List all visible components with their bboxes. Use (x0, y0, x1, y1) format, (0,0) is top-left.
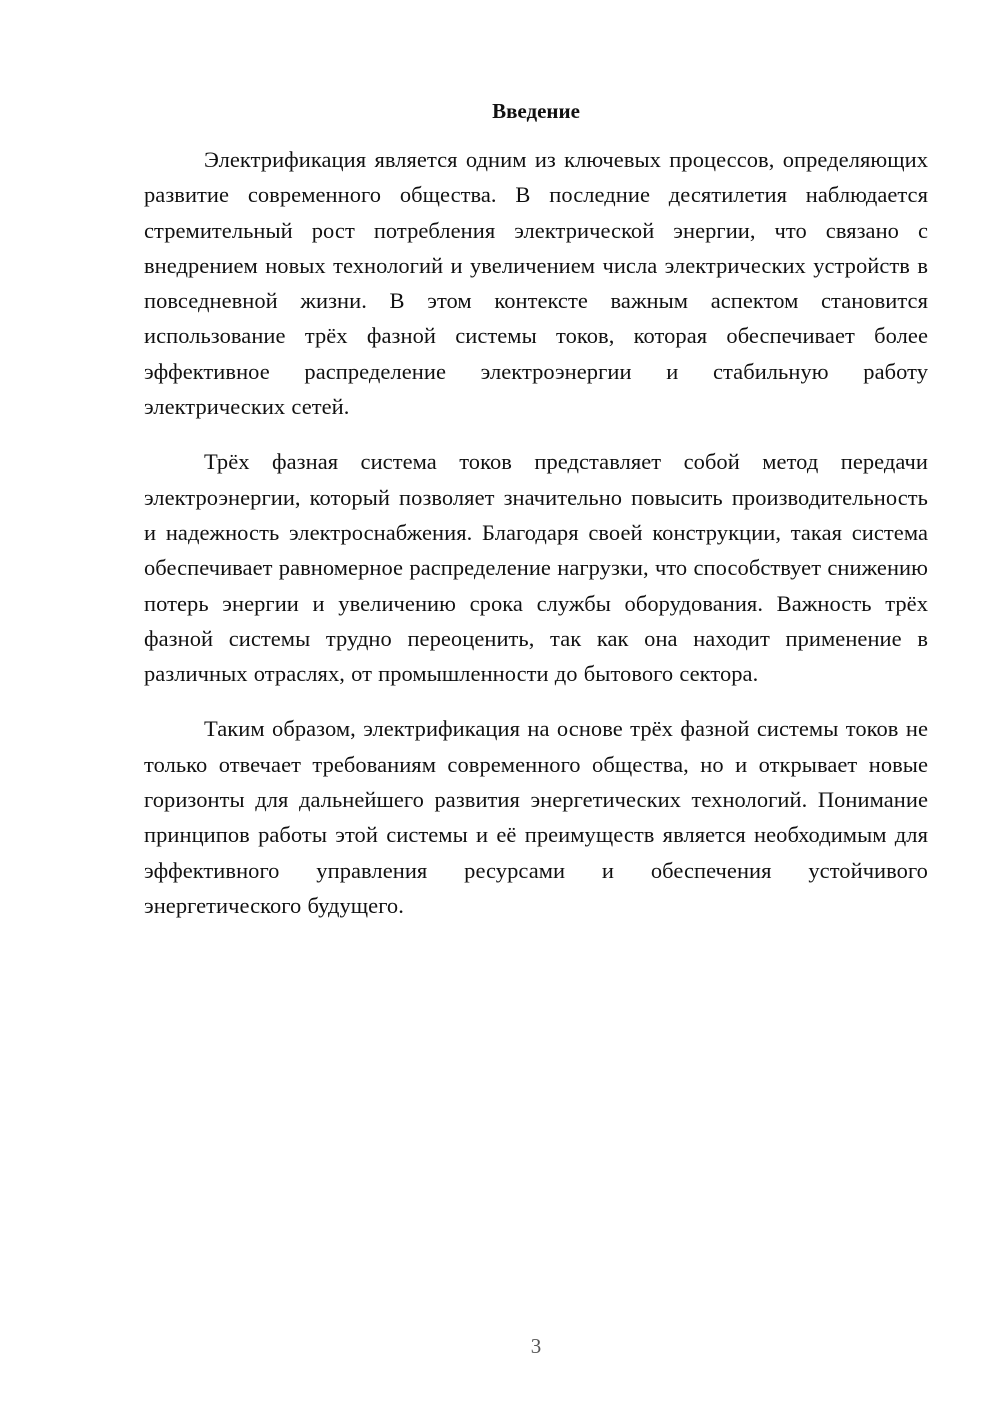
paragraph-1: Электрификация является одним из ключевых процессов, определяющих развитие современного общества. В последние десятилетия наблюдается стремительный рост потребления электрической энергии, что связано с внедрением новых технологий и увеличением числа электрических устройств в повседневной жизни. В этом контексте важным аспектом становится использование трёх фазной системы токов, которая обеспечивает более эффективное распределение электроэнергии и стабильную работу электрических сетей. (144, 147, 928, 420)
paragraph-2: Трёх фазная система токов представляет собой метод передачи электроэнергии, который позволяет значительно повысить производительность и надежность электроснабжения. Благодаря своей конструкции, такая система обеспечивает равномерное распределение нагрузки, что способствует снижению потерь энергии и увеличению срока службы оборудования. Важность трёх фазной системы трудно переоценить, так как она находит применение в различных отраслях, от промышленности до бытового сектора. (144, 449, 928, 687)
page-content (144, 94, 928, 943)
page-number: 3 (530, 1334, 542, 1358)
paragraph-3: Таким образом, электрификация на основе трёх фазной системы токов не только отвечает требованиям современного общества, но и открывает новые горизонты для дальнейшего развития энергетических технологий. Понимание принципов работы этой системы и её преимуществ является необходимым для эффективного управления ресурсами и обеспечения устойчивого энергетического будущего. (144, 716, 928, 918)
section-heading: Введение (492, 99, 580, 123)
